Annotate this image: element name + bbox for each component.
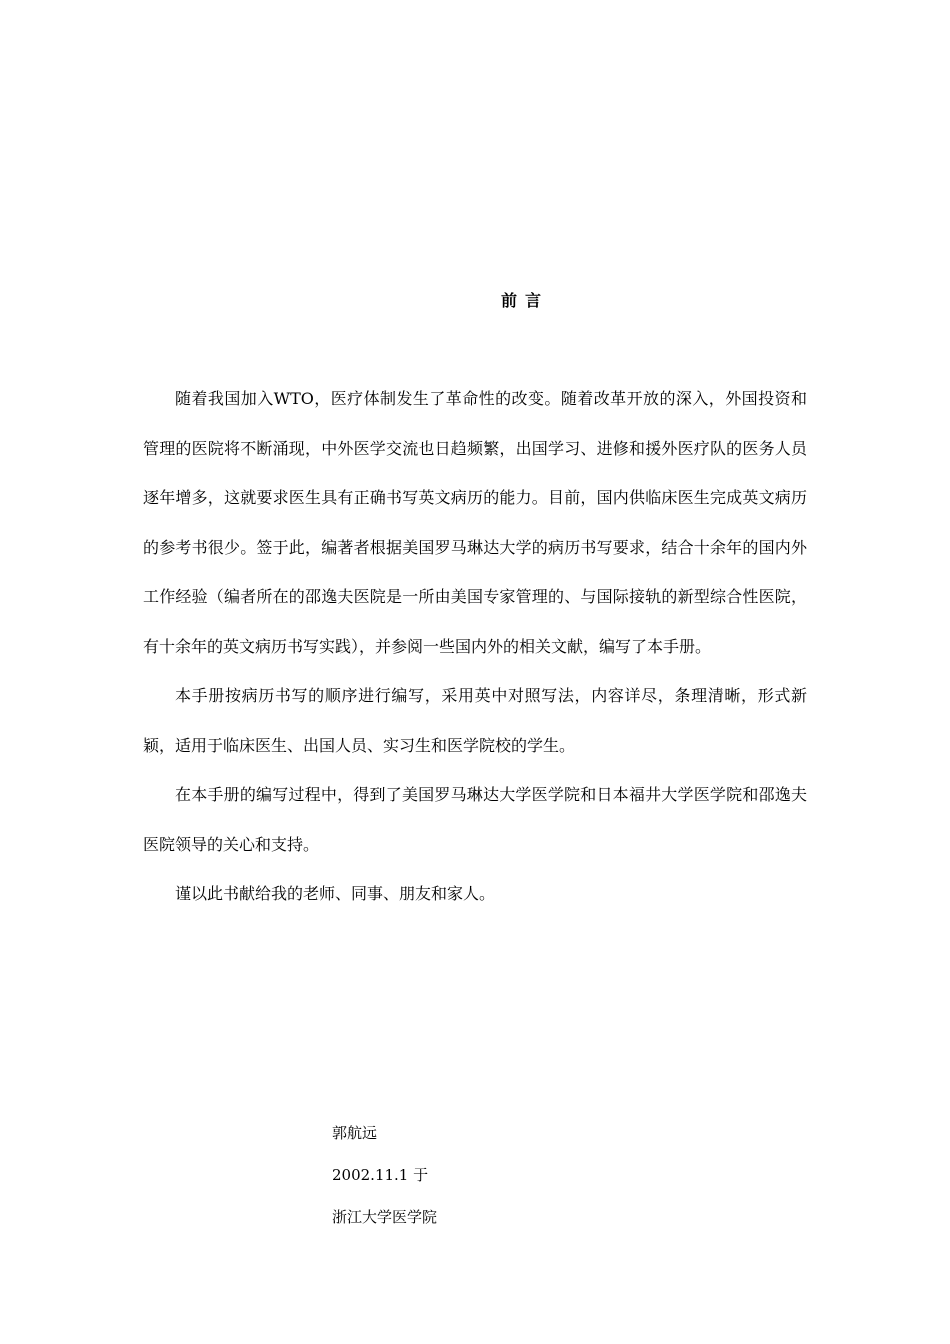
signature-institution: 浙江大学医学院 bbox=[332, 1208, 438, 1226]
paragraph-4: 谨以此书献给我的老师、同事、朋友和家人。 bbox=[175, 884, 496, 903]
paragraph-1: 随着我国加入WTO，医疗体制发生了革命性的改变。随着改革开放的深入，外国投资和管理的医院将不断涌现，中外医学交流也日趋频繁，出国学习、进修和援外医疗队的医务人员逐年增多，这就要求医生具有正确书写英文病历的能力。目前，国内供临床医生完成英文病历的参考书很少。签于此，编著者根据美国罗马琳达大学的病历书写要求，结合十余年的国内外工作经验（编者所在的邵逸夫医院是一所由美国专家管理的、与国际接轨的新型综合性医院，有十余年的英文病历书写实践），并参阅一些国内外的相关文献，编写了本手册。 bbox=[143, 389, 807, 656]
preface-body bbox=[143, 374, 807, 919]
signature-date: 2002.11.1 于 bbox=[332, 1166, 429, 1184]
signature-author: 郭航远 bbox=[332, 1124, 378, 1142]
page-title: 前言 bbox=[500, 291, 549, 310]
paragraph-3: 在本手册的编写过程中，得到了美国罗马琳达大学医学院和日本福井大学医学院和邵逸夫医院领导的关心和支持。 bbox=[143, 785, 807, 854]
signature-block bbox=[332, 1121, 437, 1247]
paragraph-2: 本手册按病历书写的顺序进行编写，采用英中对照写法，内容详尽，条理清晰，形式新颖，适用于临床医生、出国人员、实习生和医学院校的学生。 bbox=[143, 686, 807, 755]
